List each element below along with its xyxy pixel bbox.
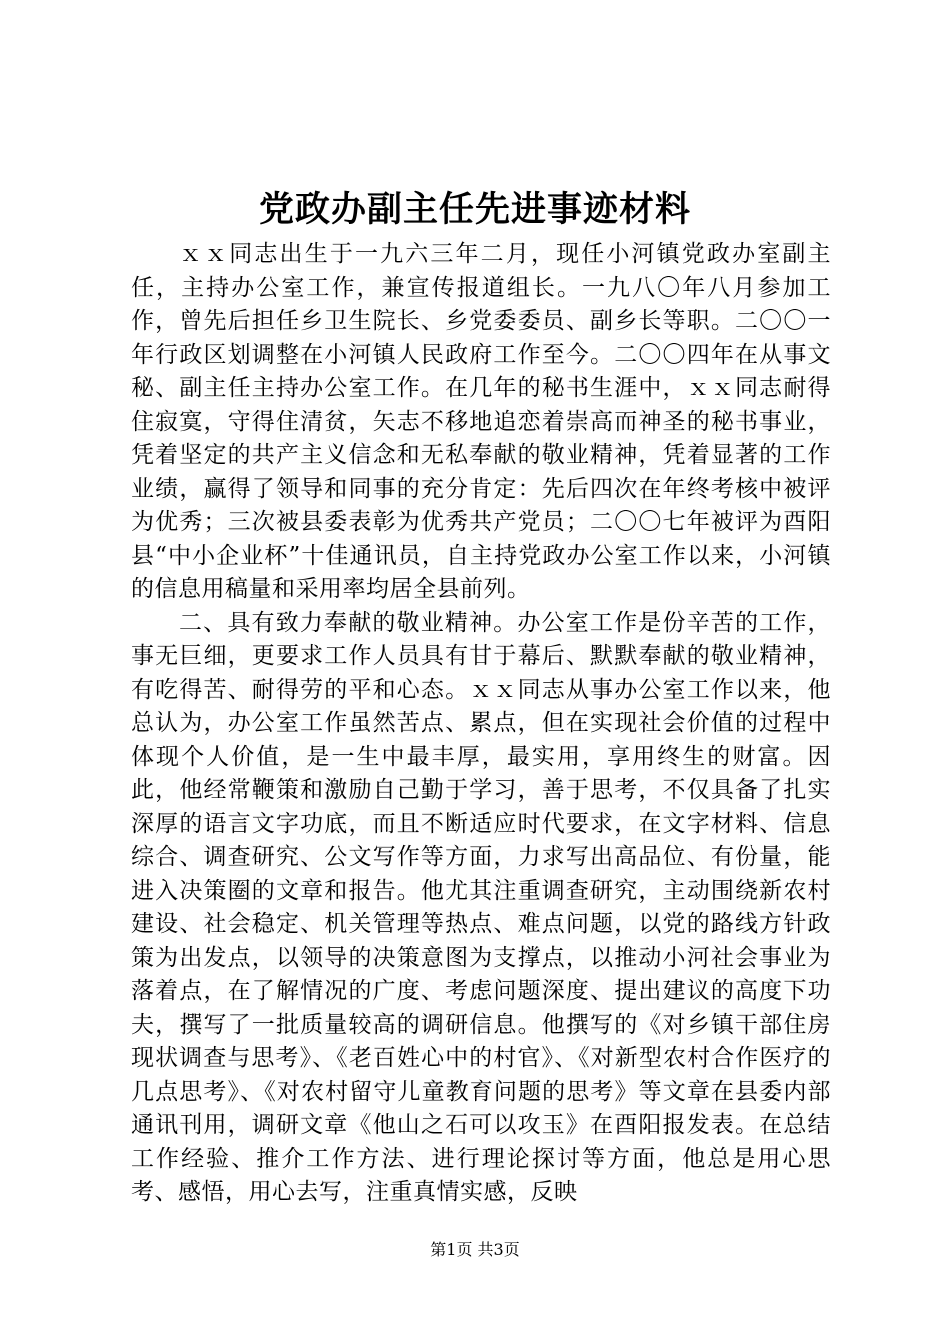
paragraph-dedication: 二、具有致力奉献的敬业精神。办公室工作是份辛苦的工作，事无巨细，更要求工作人员具有甘于幕后、默默奉献的敬业精神，有吃得苦、耐得劳的平和心态。ｘｘ同志从事办公室工作以来，他总认为，办公室工作虽然苦点、累点，但在实现社会价值的过程中体现个人价值，是一生中最丰厚，最实用，享用终生的财富。因此，他经常鞭策和激励自己勤于学习，善于思考，不仅具备了扎实深厚的语言文字功底，而且不断适应时代要求，在文字材料、信息综合、调查研究、公文写作等方面，力求写出高品位、有份量，能进入决策圈的文章和报告。他尤其注重调查研究，主动围绕新农村建设、社会稳定、机关管理等热点、难点问题，以党的路线方针政策为出发点，以领导的决策意图为支撑点，以推动小河社会事业为落着点，在了解情况的广度、考虑问题深度、提出建议的高度下功夫，撰写了一批质量较高的调研信息。他撰写的《对乡镇干部住房现状调查与思考》、《老百姓心中的村官》、《对新型农村合作医疗的几点思考》、《对农村留守儿童教育问题的思考》等文章在县委内部通讯刊用，调研文章《他山之石可以攻玉》在酉阳报发表。在总结工作经验、推介工作方法、进行理论探讨等方面，他总是用心思考、感悟，用心去写，注重真情实感，反映 <box>131 609 831 1205</box>
document-title: 党政办副主任先进事迹材料 <box>258 189 691 230</box>
page-footer: 第1页 共3页 <box>430 1240 520 1259</box>
paragraph-intro: ｘｘ同志出生于一九六三年二月，现任小河镇党政办室副主任，主持办公室工作，兼宣传报道组长。一九八〇年八月参加工作，曾先后担任乡卫生院长、乡党委委员、副乡长等职。二〇〇一年行政区划调整在小河镇人民政府工作至今。二〇〇四年在从事文秘、副主任主持办公室工作。在几年的秘书生涯中，ｘｘ同志耐得住寂寞，守得住清贫，矢志不移地追恋着崇高而神圣的秘书事业，凭着坚定的共产主义信念和无私奉献的敬业精神，凭着显著的工作业绩，赢得了领导和同事的充分肯定：先后四次在年终考核中被评为优秀；三次被县委表彰为优秀共产党员；二〇〇七年被评为酉阳县“中小企业杯”十佳通讯员，自主持党政办公室工作以来，小河镇的信息用稿量和采用率均居全县前列。 <box>131 241 831 602</box>
document-body <box>131 238 831 1210</box>
